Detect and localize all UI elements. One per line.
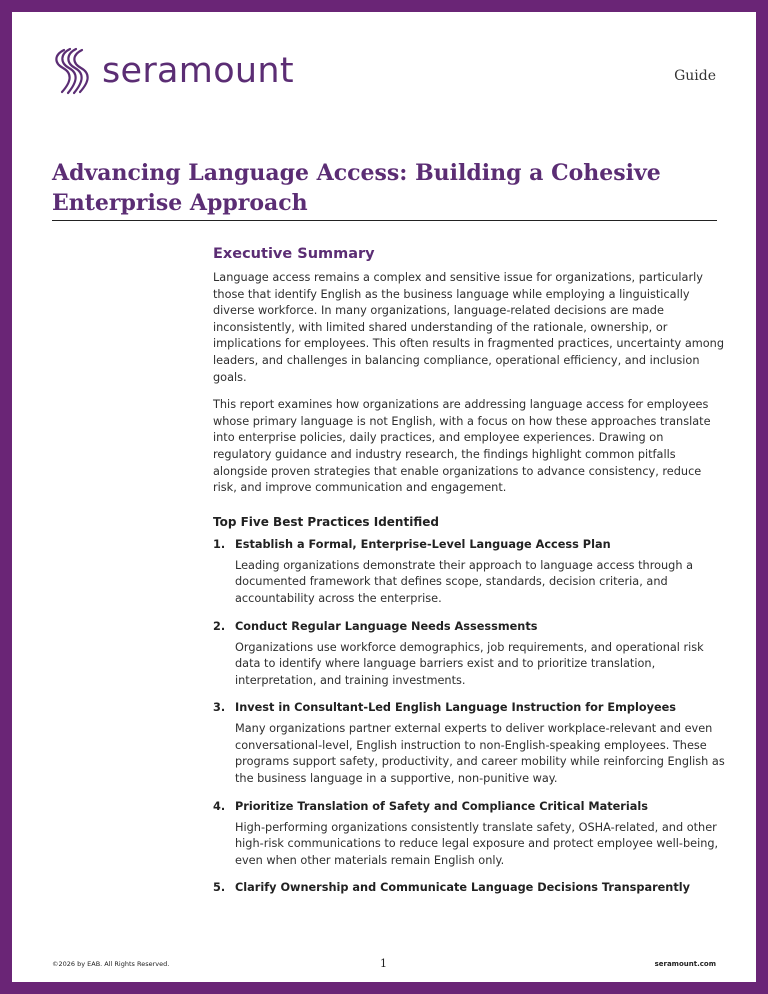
item-number: 4. (213, 799, 226, 813)
item-title: Invest in Consultant-Led English Language Instruction for Employees (235, 701, 677, 715)
item-number: 5. (213, 881, 226, 895)
executive-summary-heading: Executive Summary (213, 246, 375, 262)
item-number: 2. (213, 619, 226, 633)
best-practices-heading: Top Five Best Practices Identified (213, 514, 439, 529)
best-practice-title (213, 701, 725, 714)
page-number: 1 (380, 957, 387, 970)
best-practice-item (213, 881, 725, 894)
item-title: Conduct Regular Language Needs Assessments (235, 619, 538, 633)
document-type-label: Guide (674, 68, 716, 84)
item-number: 3. (213, 701, 226, 715)
best-practice-item (213, 800, 725, 870)
item-title: Prioritize Translation of Safety and Compliance Critical Materials (235, 799, 648, 813)
item-description: Many organizations partner external experts to deliver workplace-relevant and even conversational-level, English instruction to non-English-speaking employees. These programs support safety, productivity, and career mobility while reinforcing English as the business language in a supportive, non-punitive way. (235, 722, 725, 786)
best-practice-item (213, 538, 725, 608)
summary-paragraph: Language access remains a complex and sensitive issue for organizations, particularly those that identify English as the business language while employing a linguistically diverse workforce. In many organizations, language-related decisions are made inconsistently, with limited shared understanding of the rationale, ownership, or implications for employees. This often results in fragmented practices, uncertainty among leaders, and challenges in balancing compliance, operational efficiency, and inclusion goals. (213, 271, 724, 384)
logo-wordmark: seramount (102, 50, 294, 91)
item-number: 1. (213, 537, 226, 551)
summary-paragraph: This report examines how organizations are addressing language access for employees whose primary language is not English, with a focus on how these approaches translate into enterprise policies, daily practices, and employee experiences. Drawing on regulatory guidance and industry research, the findings highlight common pitfalls alongside proven strategies that enable organizations to advance consistency, reduce risk, and improve communication and engagement. (213, 398, 711, 495)
best-practice-title (213, 800, 725, 813)
document-page (12, 12, 756, 982)
seramount-wave-icon (48, 46, 92, 96)
best-practice-item (213, 620, 725, 690)
title-divider (52, 220, 717, 221)
item-description: Organizations use workforce demographics, job requirements, and operational risk data to identify where language barriers exist and to prioritize translation, interpretation, and training investments. (235, 640, 704, 687)
seramount-logo (48, 46, 294, 96)
best-practice-title (213, 538, 725, 551)
footer-copyright: ©2026 by EAB. All Rights Reserved. (52, 960, 170, 968)
item-title: Clarify Ownership and Communicate Language Decisions Transparently (235, 881, 690, 895)
item-title: Establish a Formal, Enterprise-Level Language Access Plan (235, 537, 611, 551)
footer-website: seramount.com (654, 960, 716, 968)
best-practice-item (213, 701, 725, 787)
document-title: Advancing Language Access: Building a Cohesive Enterprise Approach (52, 160, 661, 216)
item-description: Leading organizations demonstrate their approach to language access through a documented framework that defines scope, standards, decision criteria, and accountability across the enterprise. (235, 558, 694, 605)
best-practice-title (213, 620, 725, 633)
item-description: High-performing organizations consistently translate safety, OSHA-related, and other high-risk communications to reduce legal exposure and protect employee well-being, even when other materials remain English only. (235, 820, 719, 867)
best-practice-title (213, 881, 725, 894)
main-content (213, 246, 725, 901)
